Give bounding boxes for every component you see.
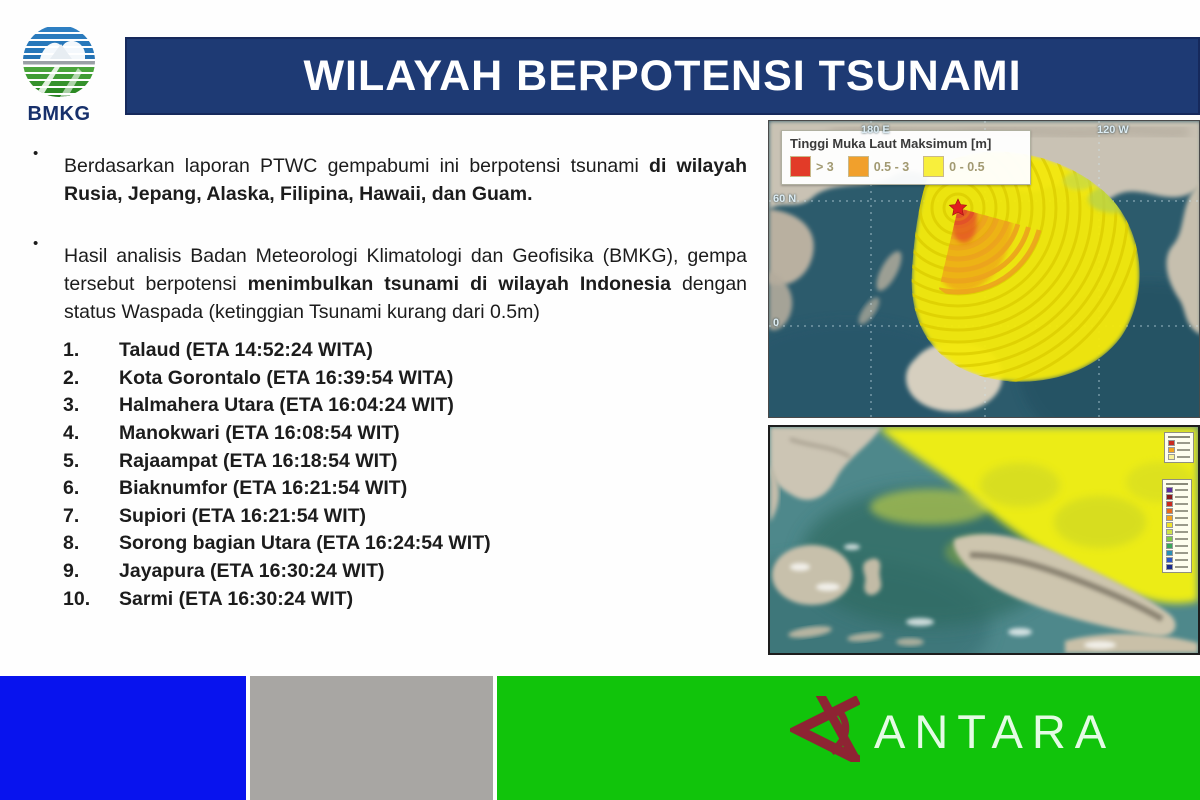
bmkg-logo-text: BMKG — [27, 103, 91, 125]
mini-label-line — [1175, 531, 1188, 533]
footer-bar-gray — [250, 676, 493, 800]
bullet-1-text: Berdasarkan laporan PTWC gempabumi ini berpotensi tsunami — [64, 154, 650, 177]
mini-swatch — [1168, 447, 1175, 453]
eta-number: 7. — [63, 504, 80, 527]
list-item — [63, 337, 703, 365]
lat-label-60n: 60 N — [773, 193, 797, 205]
mini-label-line — [1175, 524, 1188, 526]
eta-list — [63, 337, 703, 613]
mini-label-line — [1177, 449, 1190, 451]
tsunami-map-pacific — [768, 120, 1200, 418]
legend-label: > 3 — [816, 159, 834, 174]
mini-label-line — [1175, 510, 1188, 512]
legend-row — [790, 156, 1022, 177]
legend-label: 0 - 0.5 — [949, 159, 985, 174]
mini-swatch — [1166, 501, 1173, 507]
mini-legend-1 — [1164, 432, 1194, 463]
eta-label: Biaknumfor (ETA 16:21:54 WIT) — [119, 477, 408, 500]
list-item — [63, 558, 703, 586]
mini-label-line — [1175, 545, 1188, 547]
eta-label: Sarmi (ETA 16:30:24 WIT) — [119, 587, 354, 610]
bullet-2-text2: dengan status Waspada (ketinggian Tsunami kurang dari 0.5m) — [64, 272, 748, 323]
mini-legend-2 — [1162, 479, 1192, 573]
mini-swatch — [1166, 550, 1173, 556]
list-item — [63, 392, 703, 420]
legend-title: Tinggi Muka Laut Maksimum [m] — [790, 136, 992, 151]
list-item — [63, 530, 703, 558]
lon-label-180e: 180 E — [861, 124, 890, 136]
bmkg-logo — [20, 24, 98, 126]
eta-label: Rajaampat (ETA 16:18:54 WIT) — [119, 449, 398, 472]
bullet-2-text: Hasil analisis Badan Meteorologi Klimatologi dan Geofisika (BMKG), gempa tersebut berpotensi — [64, 244, 747, 295]
eta-number: 3. — [63, 394, 80, 417]
mini-swatch — [1168, 454, 1175, 460]
eta-label: Halmahera Utara (ETA 16:04:24 WIT) — [119, 394, 454, 417]
bullet-1 — [64, 152, 747, 208]
legend-swatch-red — [790, 156, 811, 177]
indonesia-map-graphic — [770, 427, 1198, 653]
legend-label: 0.5 - 3 — [873, 159, 910, 174]
mini-label-line — [1175, 496, 1188, 498]
mini-swatch — [1166, 564, 1173, 570]
eta-number: 10. — [63, 587, 91, 610]
mini-legend-row — [1166, 529, 1188, 535]
eta-number: 4. — [63, 422, 80, 445]
mini-label-line — [1175, 566, 1188, 568]
mini-swatch — [1166, 543, 1173, 549]
mini-legend-title — [1168, 436, 1190, 438]
eta-label: Supiori (ETA 16:21:54 WIT) — [119, 504, 367, 527]
tsunami-map-indonesia — [768, 425, 1200, 655]
mini-legend-row — [1166, 557, 1188, 563]
mini-legend-row — [1166, 550, 1188, 556]
eta-label: Jayapura (ETA 16:30:24 WIT) — [119, 560, 385, 583]
mini-legend-row — [1166, 543, 1188, 549]
eta-number: 9. — [63, 560, 80, 583]
bullet-2 — [64, 242, 747, 326]
eta-label: Kota Gorontalo (ETA 16:39:54 WITA) — [119, 366, 454, 389]
mini-label-line — [1177, 442, 1190, 444]
mini-label-line — [1177, 456, 1190, 458]
page-title: WILAYAH BERPOTENSI TSUNAMI — [303, 51, 1022, 100]
mini-label-line — [1175, 517, 1188, 519]
mini-swatch — [1166, 487, 1173, 493]
mini-swatch — [1166, 522, 1173, 528]
eta-label: Sorong bagian Utara (ETA 16:24:54 WIT) — [119, 532, 491, 555]
mini-legend-title — [1166, 483, 1188, 485]
mini-swatch — [1166, 529, 1173, 535]
legend-item — [848, 156, 909, 177]
mini-legend-row — [1168, 454, 1190, 460]
lat-label-0: 0 — [773, 317, 780, 329]
legend-swatch-orange — [848, 156, 869, 177]
mini-swatch — [1166, 515, 1173, 521]
antara-logo — [790, 696, 1115, 767]
eta-number: 6. — [63, 477, 80, 500]
bullet-1-bold: di wilayah Rusia, Jepang, Alaska, Filipina, Hawaii, dan Guam. — [64, 154, 747, 205]
header-bar — [125, 37, 1200, 115]
list-item — [63, 475, 703, 503]
mini-swatch — [1166, 508, 1173, 514]
eta-number: 5. — [63, 449, 80, 472]
mini-label-line — [1175, 503, 1188, 505]
eta-label: Manokwari (ETA 16:08:54 WIT) — [119, 422, 400, 445]
eta-number: 1. — [63, 339, 80, 362]
mini-legend-row — [1166, 515, 1188, 521]
eta-label: Talaud (ETA 14:52:24 WITA) — [119, 339, 373, 362]
mini-swatch — [1166, 536, 1173, 542]
mini-legend-row — [1166, 536, 1188, 542]
mini-label-line — [1175, 538, 1188, 540]
bullet-marker: • — [33, 145, 39, 162]
mini-legend-row — [1166, 522, 1188, 528]
mini-legend-row — [1166, 564, 1188, 570]
footer-bar-blue — [0, 676, 246, 800]
mini-legend-row — [1166, 494, 1188, 500]
legend-swatch-yellow — [923, 156, 944, 177]
antara-mark-icon — [790, 696, 860, 767]
eta-number: 8. — [63, 532, 80, 555]
mini-swatch — [1166, 557, 1173, 563]
eta-number: 2. — [63, 366, 80, 389]
mini-legend-row — [1168, 447, 1190, 453]
lon-label-120w: 120 W — [1097, 124, 1129, 136]
mini-legend-row — [1166, 501, 1188, 507]
bullet-marker: • — [33, 235, 39, 252]
legend-item — [923, 156, 984, 177]
mini-legend-row — [1166, 487, 1188, 493]
list-item — [63, 420, 703, 448]
bullet-2-bold: menimbulkan tsunami di wilayah Indonesia — [247, 272, 671, 295]
sea-level-legend — [781, 130, 1031, 185]
mini-label-line — [1175, 489, 1188, 491]
mini-label-line — [1175, 559, 1188, 561]
legend-item — [790, 156, 834, 177]
mini-legend-row — [1168, 440, 1190, 446]
bmkg-globe-icon — [20, 87, 98, 104]
list-item — [63, 365, 703, 393]
list-item — [63, 503, 703, 531]
mini-label-line — [1175, 552, 1188, 554]
antara-logo-text: ANTARA — [874, 705, 1116, 758]
list-item — [63, 447, 703, 475]
mini-swatch — [1168, 440, 1175, 446]
mini-swatch — [1166, 494, 1173, 500]
mini-legend-row — [1166, 508, 1188, 514]
list-item — [63, 585, 703, 613]
